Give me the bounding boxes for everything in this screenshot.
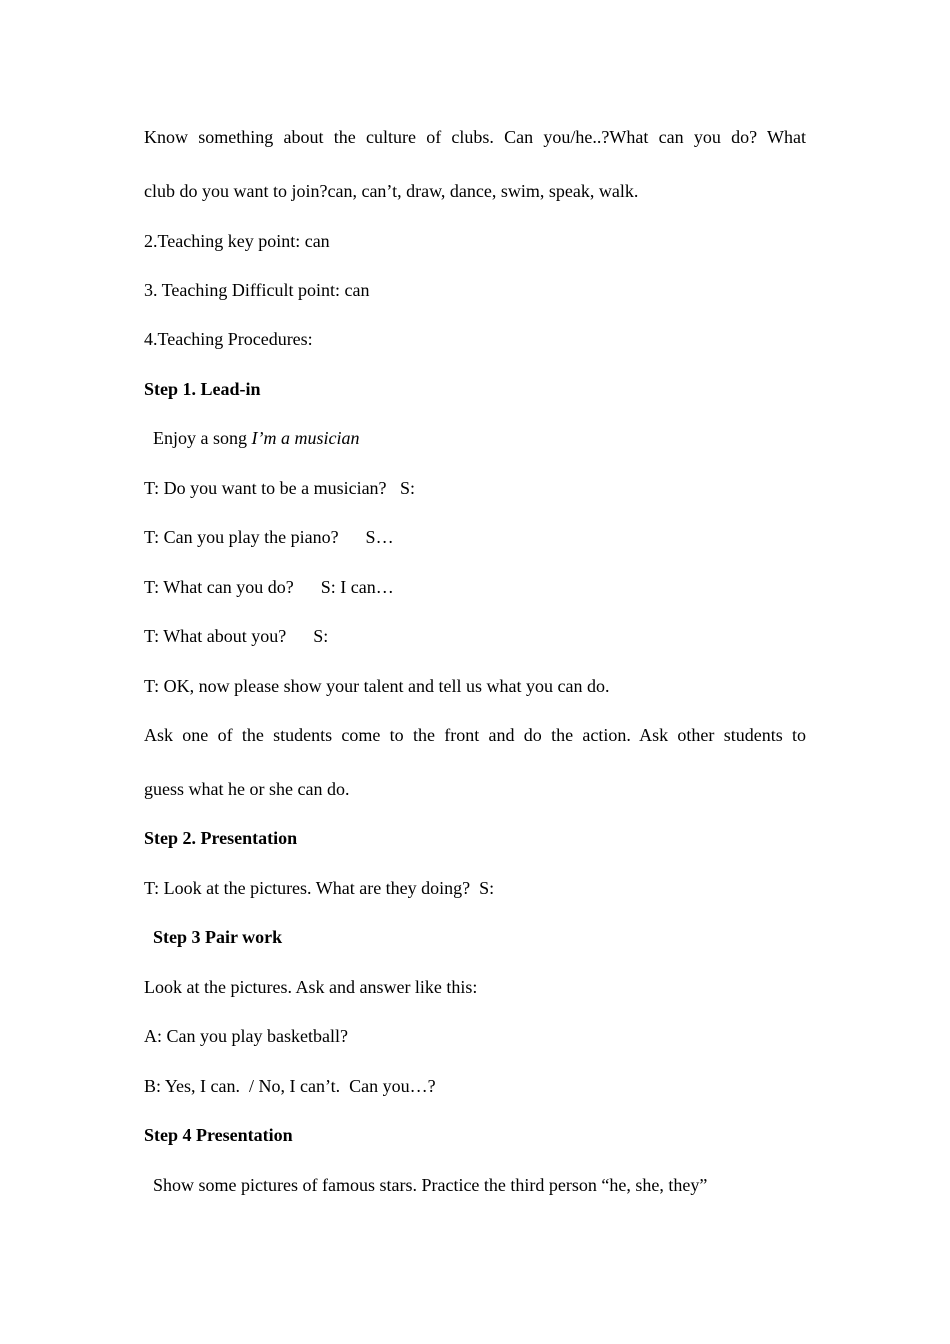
song-prefix: Enjoy a song	[144, 428, 252, 448]
intro-line-2: club do you want to join?can, can’t, draw, dance, swim, speak, walk.	[144, 181, 639, 201]
step4-description: Show some pictures of famous stars. Practice the third person “he, she, they”	[144, 1175, 708, 1195]
step1-heading: Step 1. Lead-in	[144, 379, 261, 399]
step2-heading: Step 2. Presentation	[144, 828, 298, 848]
song-line	[144, 427, 359, 449]
teaching-difficult-point: 3. Teaching Difficult point: can	[144, 280, 370, 300]
step2-dialogue: T: Look at the pictures. What are they doing? S:	[144, 878, 495, 898]
step4-heading: Step 4 Presentation	[144, 1125, 293, 1145]
activity-line-1: Ask one of the students come to the front and do the action. Ask other students to	[144, 725, 806, 745]
dialogue-line: T: Can you play the piano? S…	[144, 527, 394, 547]
teaching-key-point: 2.Teaching key point: can	[144, 231, 330, 251]
step3-line-b: B: Yes, I can. / No, I can’t. Can you…?	[144, 1076, 436, 1096]
song-title: I’m a musician	[251, 428, 360, 448]
activity-line-2: guess what he or she can do.	[144, 779, 350, 799]
step3-heading: Step 3 Pair work	[144, 927, 283, 947]
dialogue-line: T: What can you do? S: I can…	[144, 577, 394, 597]
teaching-procedures-heading: 4.Teaching Procedures:	[144, 329, 313, 349]
dialogue-line: T: Do you want to be a musician? S:	[144, 478, 416, 498]
dialogue-line: T: OK, now please show your talent and tell us what you can do.	[144, 676, 610, 696]
dialogue-line: T: What about you? S:	[144, 626, 329, 646]
step3-instruction: Look at the pictures. Ask and answer like this:	[144, 977, 478, 997]
step3-line-a: A: Can you play basketball?	[144, 1026, 348, 1046]
intro-line-1: Know something about the culture of clubs. Can you/he..?What can you do? What	[144, 127, 806, 147]
